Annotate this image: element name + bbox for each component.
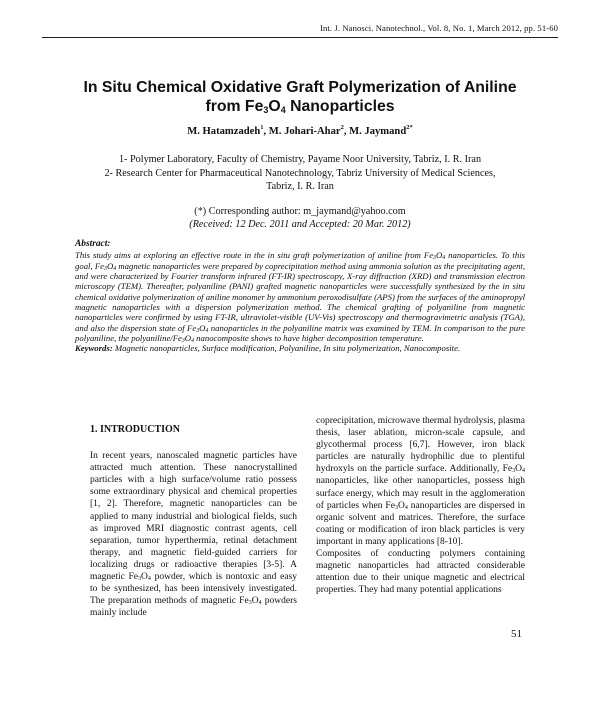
keywords: Keywords: Magnetic nanoparticles, Surface modification, Polyaniline, In situ polymerization, Nanocomposite. <box>75 343 461 354</box>
title-line-1: In Situ Chemical Oxidative Graft Polymerization of Aniline <box>83 79 517 96</box>
running-head: Int. J. Nanosci. Nanotechnol., Vol. 8, No. 1, March 2012, pp. 51-60 <box>320 23 558 33</box>
received-accepted-dates: (Received: 12 Dec. 2011 and Accepted: 20 Mar. 2012) <box>189 219 411 230</box>
abstract <box>75 239 525 354</box>
abstract-label: Abstract: <box>75 239 111 249</box>
author-1: M. Hatamzadeh <box>187 126 261 137</box>
title-line-2: from $Fe_3O_4$ Nanoparticles <box>205 98 395 115</box>
intro-paragraph-1: In recent years, nanoscaled magnetic particles have attracted much attention. These nanocrystallined particles with a high surface/volume ratio possess some extraordinary physical and chemical properties [1, 2]. Therefore, magnetic nanoparticles can be applied to many industrial and biological fields, such as improved MRI diagnostic contrast agents, cell separation, tumor hyperthermia, retinal detachment therapy, and magnetic field-guided carriers for localizing drugs or radioactive therapies [3-5]. A magnetic $Fe_3O_4$ powder, which is nontoxic and easy to be synthesized, has been intensively investigated. The preparation methods of magnetic $Fe_3O_4$ powders mainly include <box>90 451 297 619</box>
corresponding-author: (*) Corresponding author: m_jaymand@yahoo.com <box>194 206 406 217</box>
intro-paragraph-2: Composites of conducting polymers containing magnetic nanoparticles had attracted considerable attention due to their unique magnetic and electrical properties. They had many potential applications <box>316 549 525 596</box>
section-heading-introduction: 1. INTRODUCTION <box>90 424 181 435</box>
affiliation-2: 2- Research Center for Pharmaceutical Nanotechnology, Tabriz University of Medical Sciences, Tabriz, I. R. Iran <box>104 167 496 192</box>
article-title <box>40 78 560 120</box>
abstract-text: This study aims at exploring an effective route in the in situ graft polymerization of aniline from $Fe_3O_4$ nanoparticles. To this goal, $Fe_3O_4$ magnetic nanoparticles were prepared by coprecipitation method using ammonia solution as the precipitating agent, and were characterized by Fourier transform infrared (FT-IR) spectroscopy, X-ray diffraction (XRD) and transmission electron microscopy (TEM). Thereafter, polyaniline (PANI) grafted magnetic nanoparticles were successfully synthesized by the in situ chemical oxidative polymerization of aniline monomer by ammonium peroxodisulfate (APS) from the surfaces of the aminopropyl magnetic nanoparticles with a dispersion polymerization method. The chemical grafting of polyaniline from magnetic nanoparticles were confirmed by using FT-IR, ultraviolet-visible (UV-Vis) spectroscopy and thermogravimetric analysis (TGA), and also the dispersion state of $Fe_3O_4$ nanoparticles in the polyaniline matrix was examined by TEM. In comparison to the pure polyaniline, the polyaniline/$Fe_3O_4$ nanocomposite shows to have higher decomposition temperature. <box>75 250 526 345</box>
intro-paragraph-1-cont: coprecipitation, microwave thermal hydrolysis, plasma thesis, laser ablation, micron-scale capsule, and glycothermal process [6,7]. However, iron black particles are naturally hydrophilic due to plentiful hydroxyls on the particle surface. Additionally, $Fe_3O_4$ nanoparticles, like other nanoparticles, possess high surface energy, which may result in the agglomeration of particles when $Fe_3O_4$ nanoparticles are dispersed in organic solvent and matrices. Therefore, the surface coating or modification of iron black particles is very important in many applications [8-10]. <box>316 416 526 547</box>
correspondence <box>60 205 540 231</box>
header-rule <box>42 37 558 38</box>
author-list: M. Hatamzadeh$^1$, M. Johari-Ahar$^2$, M. Jaymand$^{2*}$ <box>187 124 413 137</box>
left-column <box>90 419 297 619</box>
page-number: 51 <box>511 628 522 640</box>
affiliation-1: 1- Polymer Laboratory, Faculty of Chemistry, Payame Noor University, Tabriz, I. R. Iran <box>118 154 482 165</box>
author-2: , M. Johari-Ahar <box>263 126 341 137</box>
affiliations <box>100 153 500 194</box>
right-column <box>316 415 525 596</box>
author-3: , M. Jaymand <box>343 126 407 137</box>
